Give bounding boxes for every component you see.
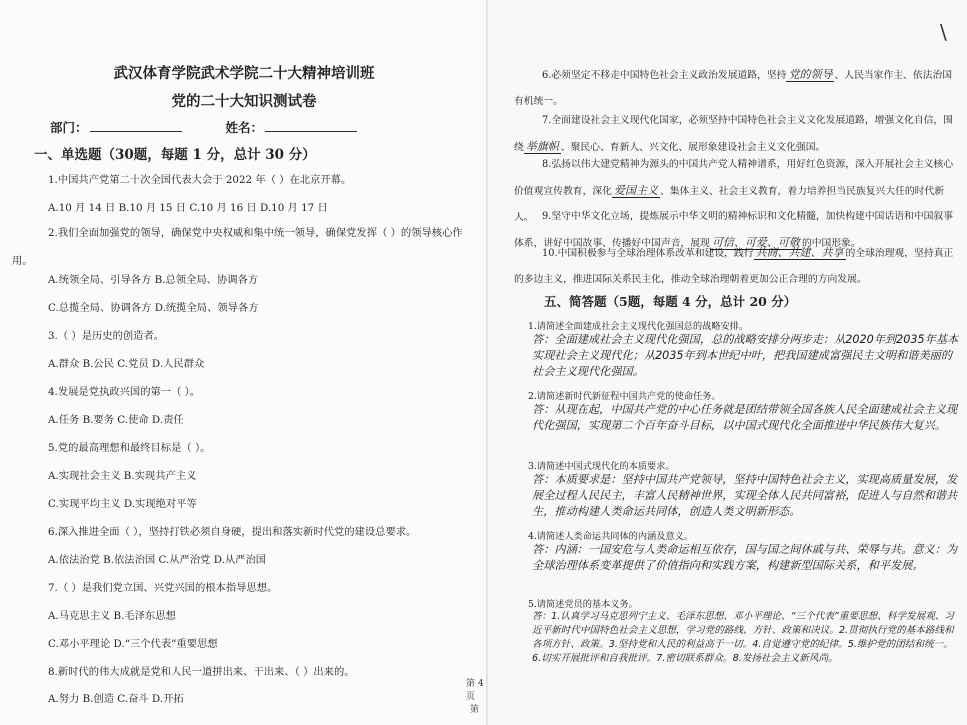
short-a-2: 答：从现在起，中国共产党的中心任务就是团结带领全国各族人民全面建成社会主义现代化强国，实现第二个百年奋斗目标，以中国式现代化全面推进中华民族伟大复兴。 bbox=[532, 403, 958, 432]
answer-9: 可信、可爱、可敬 bbox=[711, 236, 800, 249]
short-a-3: 答：本质要求是：坚持中国共产党领导，坚持中国特色社会主义，实现高质量发展，发展全过程人民民主，丰富人民精神世界，实现全体人民共同富裕，促进人与自然和谐共生，推动构建人类命运共同体，创造人类文明新形态。 bbox=[532, 473, 958, 518]
options-1: A.10 月 14 日 B.10 月 15 日 C.10 月 16 日 D.10 月 17 日 bbox=[48, 202, 328, 214]
fill-item-8: 8.弘扬以伟大建党精神为源头的中国共产党人精神谱系，用好红色资源，深入开展社会主义核心价值观宣传教育，深化 爱国主义 、集体主义、社会主义教育，着力培养担当民族复兴大任的时代新人。 bbox=[514, 159, 954, 223]
margin-mark: \ bbox=[940, 20, 947, 44]
short-q-2: 2.请简述新时代新征程中国共产党的使命任务。 bbox=[528, 391, 721, 402]
section-short-answer: 五、简答题（5题，每题 4 分，总计 20 分） bbox=[544, 294, 797, 309]
dept-label: 部门： bbox=[50, 120, 88, 135]
name-label: 姓名： bbox=[225, 120, 264, 135]
question-4: 4.发展是党执政兴国的第一（ ）。 bbox=[48, 386, 201, 398]
short-q-3: 3.请简述中国式现代化的本质要求。 bbox=[528, 461, 675, 472]
question-7: 7.（ ）是我们党立国、兴党兴国的根本指导思想。 bbox=[48, 582, 278, 594]
page-number-fragment: 第 bbox=[470, 705, 480, 715]
short-q-4: 4.请简述人类命运共同体的内涵及意义。 bbox=[528, 531, 693, 542]
options-5b: C.实现平均主义 D.实现绝对平等 bbox=[48, 498, 197, 510]
fill-item-10: 10.中国积极参与全球治理体系改革和建设，践行 共商、共建、共享 的全球治理观，坚持真正的多边主义，推进国际关系民主化，推动全球治理朝着更加公正合理的方向发展。 bbox=[514, 246, 954, 285]
options-8: A.努力 B.创造 C.奋斗 D.开拓 bbox=[48, 693, 184, 705]
short-q-1: 1.请简述全面建成社会主义现代化强国总的战略安排。 bbox=[528, 321, 749, 332]
options-2a: A.统领全局、引导各方 B.总领全局、协调各方 bbox=[48, 274, 259, 286]
short-a-1: 答：全面建成社会主义现代化强国，总的战略安排分两步走：从2020年到2035年基本实现社会主义现代化；从2035年到本世纪中叶，把我国建成富强民主文明和谐美丽的社会主义现代化强国。 bbox=[532, 333, 959, 378]
options-6: A.依法治党 B.依法治国 C.从严治党 D.从严治国 bbox=[48, 554, 267, 566]
options-7b: C.邓小平理论 D.“三个代表”重要思想 bbox=[48, 638, 218, 650]
question-8: 8.新时代的伟大成就是党和人民一道拼出来、干出来、（ ）出来的。 bbox=[48, 666, 355, 678]
question-3: 3.（ ）是历史的创造者。 bbox=[48, 330, 165, 342]
short-q-5: 5.请简述党员的基本义务。 bbox=[528, 599, 638, 610]
options-2b: C.总揽全局、协调各方 D.统揽全局、领导各方 bbox=[48, 302, 259, 314]
fill-item-9: 9.坚守中华文化立场，提炼展示中华文明的精神标识和文化精髓，加快构建中国话语和中国叙事体系，讲好中国故事、传播好中国声音，展现 可信、可爱、可敬 的中国形象。 bbox=[514, 211, 954, 249]
question-5: 5.党的最高理想和最终目标是（ ）。 bbox=[48, 442, 211, 454]
fill-item-7: 7.全面建设社会主义现代化国家，必须坚持中国特色社会主义文化发展道路，增强文化自信，围绕 举旗帜 、聚民心、育新人、兴文化、展形象建设社会主义文化强国。 bbox=[514, 115, 954, 153]
answer-10: 共商、共建、共享 bbox=[755, 246, 844, 259]
exam-title: 党的二十大知识测试卷 bbox=[171, 93, 317, 110]
name-blank[interactable] bbox=[265, 119, 357, 132]
answer-7: 举旗帜 bbox=[525, 140, 559, 153]
options-5a: A.实现社会主义 B.实现共产主义 bbox=[48, 470, 197, 482]
question-6: 6.深入推进全面（ ），坚持打铁必须自身硬，提出和落实新时代党的建设总要求。 bbox=[48, 526, 417, 538]
section-single-choice: 一、单选题（30题，每题 1 分，总计 30 分） bbox=[34, 147, 316, 163]
options-4: A.任务 B.要务 C.使命 D.责任 bbox=[48, 414, 184, 426]
dept-blank[interactable] bbox=[90, 119, 182, 132]
options-7a: A.马克思主义 B.毛泽东思想 bbox=[48, 610, 176, 622]
school-title: 武汉体育学院武术学院二十大精神培训班 bbox=[113, 65, 375, 82]
answer-6: 党的领导 bbox=[788, 68, 833, 81]
fill-item-6: 6.必须坚定不移走中国特色社会主义政治发展道路，坚持 党的领导 、人民当家作主、依法治国有机统一。 bbox=[514, 68, 953, 107]
options-3: A.群众 B.公民 C.党员 D.人民群众 bbox=[48, 358, 205, 370]
page-number: 第 4 页 bbox=[466, 679, 484, 702]
dept-name-row bbox=[50, 118, 401, 136]
right-page bbox=[488, 0, 967, 725]
question-1: 1.中国共产党第二十次全国代表大会于 2022 年（ ）在北京开幕。 bbox=[48, 174, 352, 186]
short-a-4: 答：内涵：一国安危与人类命运相互依存，国与国之间休戚与共、荣辱与共。意义：为全球治理体系变革提供了价值指向和实践方案，构建新型国际关系，和平发展。 bbox=[532, 543, 958, 572]
question-2: 2.我们全面加强党的领导，确保党中央权威和集中统一领导，确保党发挥（ ）的领导核心作用。 bbox=[12, 227, 463, 267]
short-a-5: 答：1.认真学习马克思列宁主义、毛泽东思想、邓小平理论、“三个代表”重要思想、科学发展观、习近平新时代中国特色社会主义思想，学习党的路线、方针、政策和决议。2.贯彻执行党的基本路线和各项方针、政策。3.坚持党和人民的利益高于一切。4.自觉遵守党的纪律。5.维护党的团结和统一。6.切实开展批评和自我批评。7.密切联系群众。8.发扬社会主义新风尚。 bbox=[532, 611, 955, 664]
answer-8: 爱国主义 bbox=[613, 184, 658, 197]
